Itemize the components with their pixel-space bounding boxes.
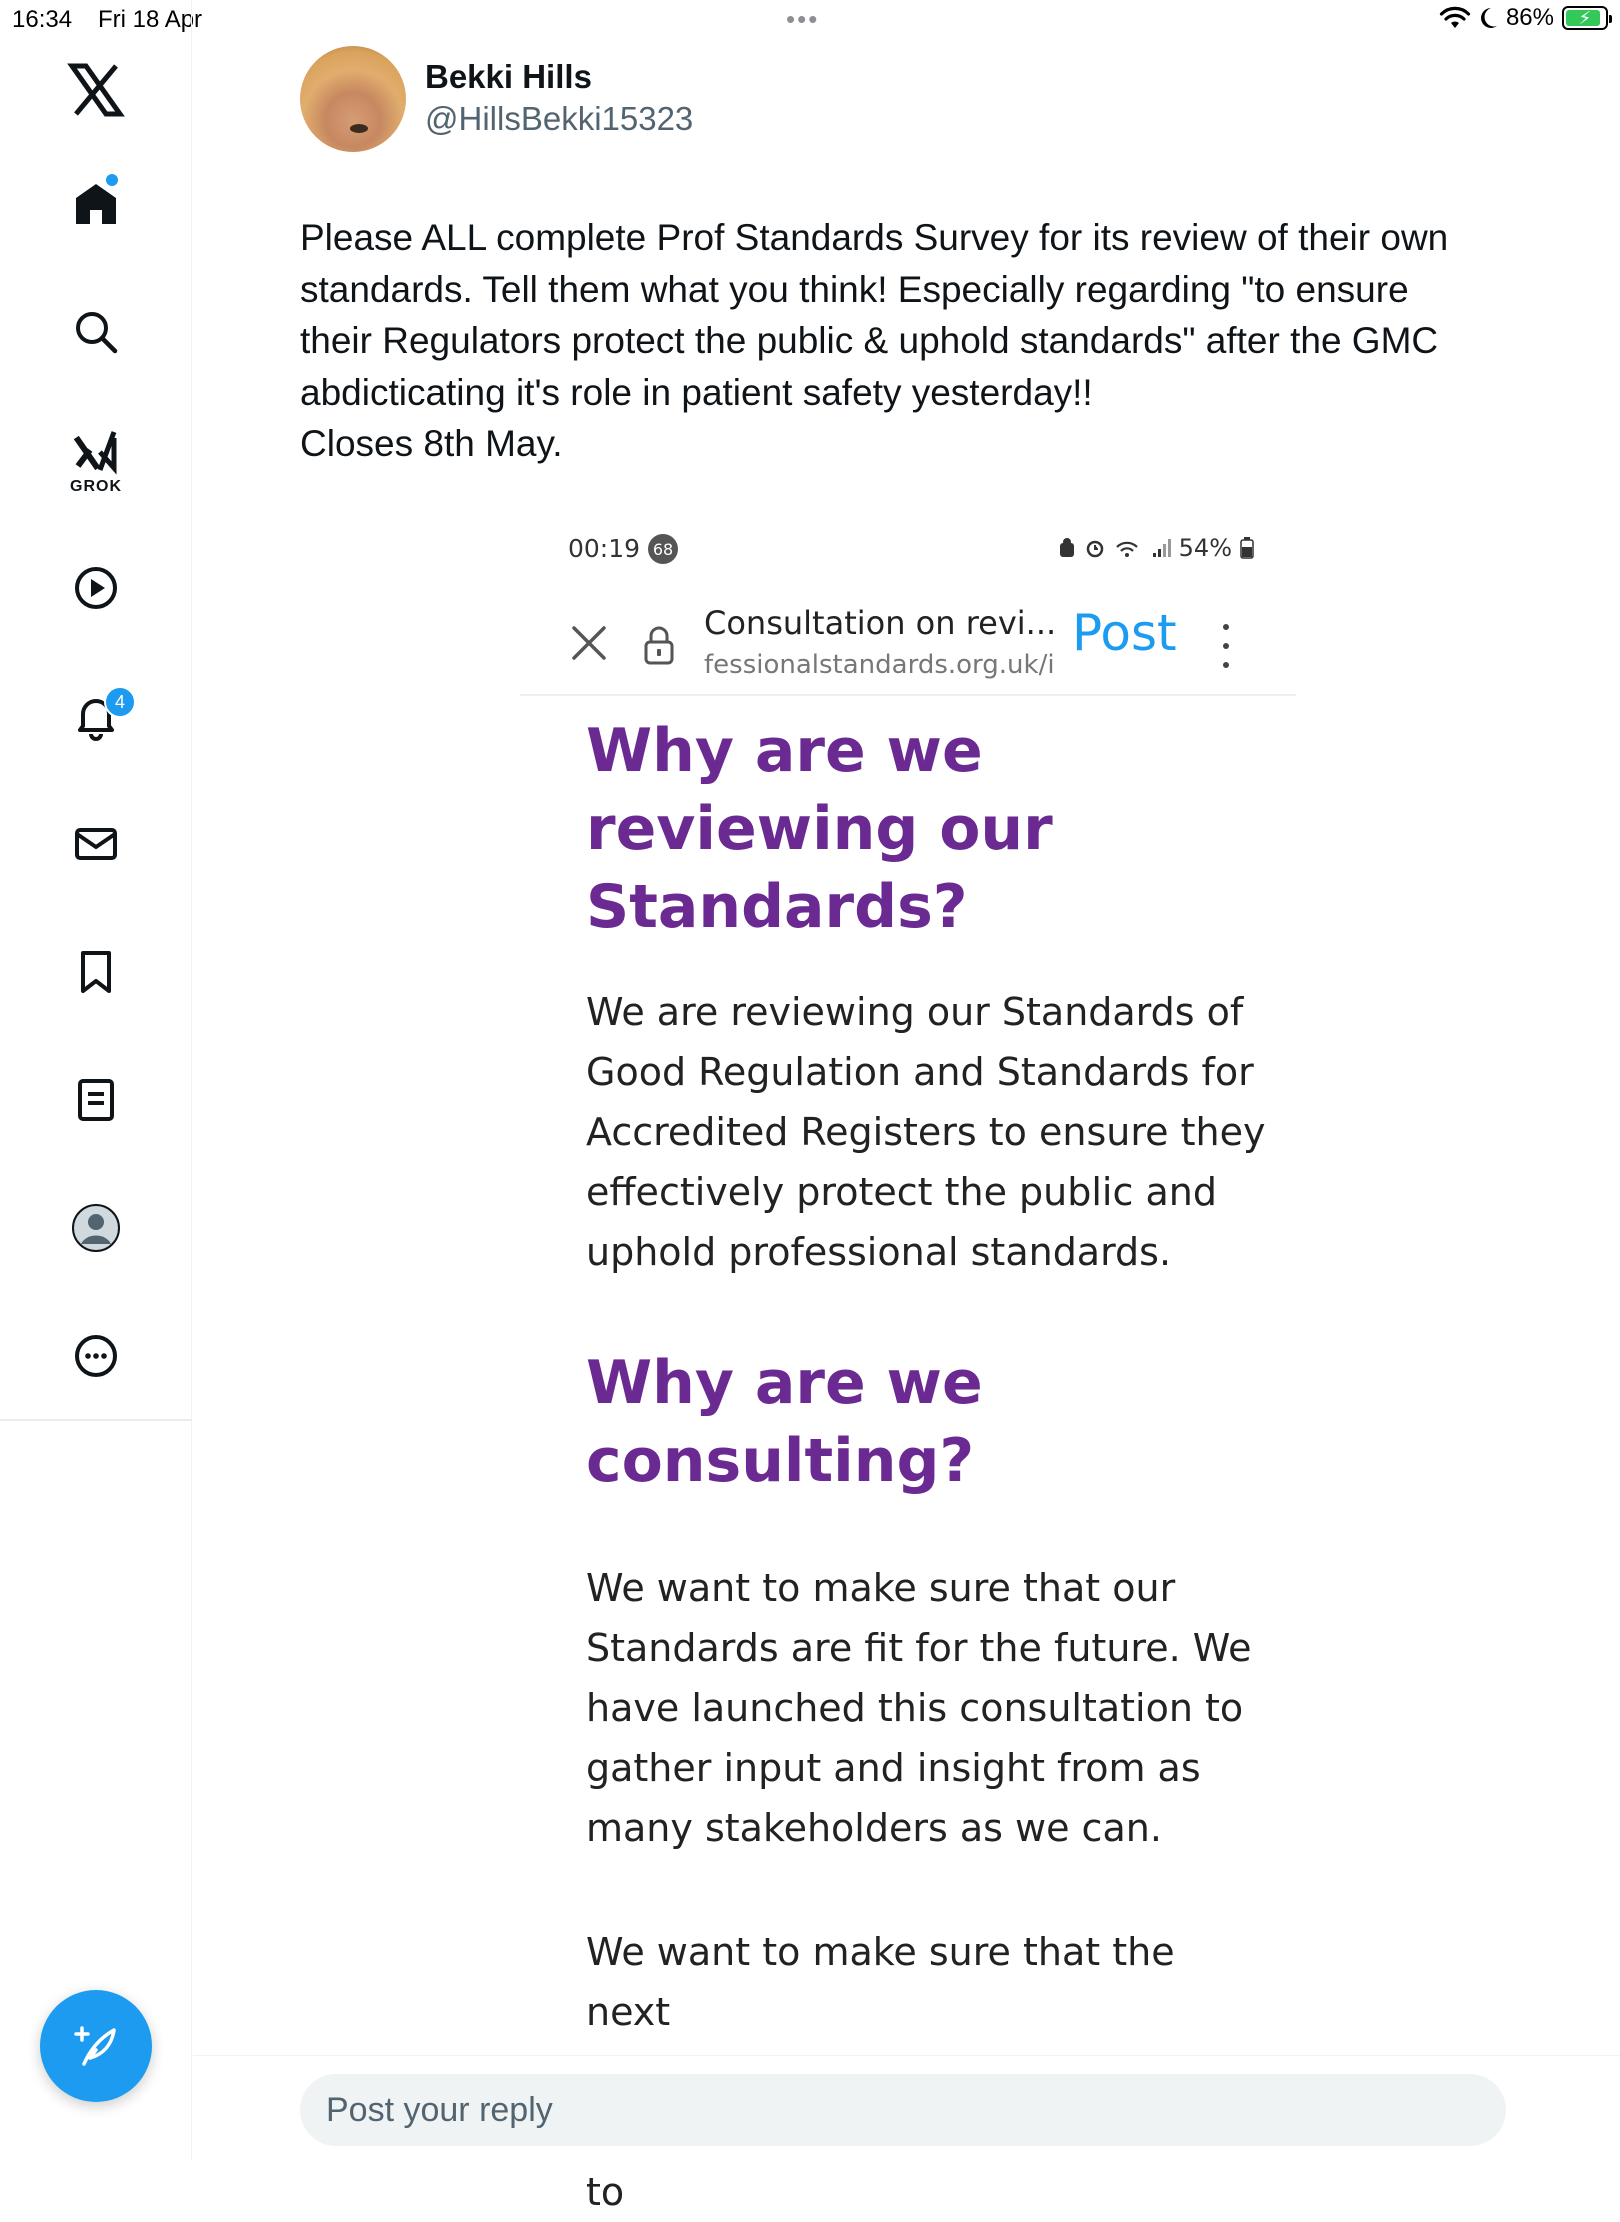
grok-icon bbox=[70, 426, 122, 478]
list-icon bbox=[70, 1074, 122, 1126]
reply-bar bbox=[193, 2055, 1620, 2160]
article-heading bbox=[586, 712, 1266, 946]
compose-icon bbox=[70, 2020, 122, 2072]
play-icon bbox=[70, 562, 122, 614]
media-post-label: Post bbox=[1072, 604, 1177, 662]
reply-input[interactable] bbox=[300, 2074, 1506, 2146]
heading-line: Standards? bbox=[586, 872, 968, 942]
battery-icon bbox=[1240, 537, 1254, 559]
article-paragraph bbox=[586, 982, 1266, 1282]
paragraph-line: Good Regulation and Standards for bbox=[586, 1050, 1254, 1094]
sidebar-item-lists[interactable] bbox=[60, 1064, 132, 1136]
media-notification-count: 68 bbox=[648, 534, 678, 564]
article-heading bbox=[586, 1344, 1266, 1500]
tweet-text bbox=[300, 212, 1500, 470]
paragraph-line: gather input and insight from as bbox=[586, 1746, 1201, 1790]
status-time: 16:34 bbox=[12, 6, 73, 33]
media-status-time: 00:19 bbox=[568, 534, 641, 563]
sidebar-item-videos[interactable] bbox=[60, 552, 132, 624]
tweet-line: Please ALL complete Prof Standards Survey for its review of their own bbox=[300, 217, 1449, 258]
sidebar-item-home[interactable] bbox=[60, 168, 132, 240]
media-status-bar bbox=[520, 520, 1296, 580]
multitasking-dots[interactable]: ••• bbox=[786, 4, 820, 34]
article-paragraph bbox=[586, 1558, 1266, 1858]
tweet-line: standards. Tell them what you think! Especially regarding "to ensure bbox=[300, 268, 1409, 310]
heading-line: reviewing our bbox=[586, 794, 1053, 864]
paragraph-line: We want to make sure that our bbox=[586, 1566, 1176, 1610]
sidebar-item-more[interactable] bbox=[60, 1320, 132, 1392]
media-article-content bbox=[586, 702, 1266, 2222]
sidebar-item-bookmarks[interactable] bbox=[60, 936, 132, 1008]
sidebar-divider bbox=[0, 1419, 192, 1421]
tweet-line: abdicticating it's role in patient safety yesterday!! bbox=[300, 371, 1093, 413]
alarm-icon bbox=[1085, 537, 1105, 559]
sidebar bbox=[0, 0, 192, 2160]
media-battery-percent: 54% bbox=[1178, 534, 1232, 562]
wifi-icon bbox=[1440, 6, 1470, 30]
bookmark-icon bbox=[70, 946, 122, 998]
heading-line: Why are we bbox=[586, 1348, 983, 1418]
media-browser-toolbar bbox=[520, 580, 1296, 696]
user-handle[interactable]: @HillsBekki15323 bbox=[425, 100, 694, 137]
battery-percent: 86% bbox=[1505, 4, 1554, 31]
status-date: Fri 18 Apr bbox=[98, 6, 203, 33]
mail-icon bbox=[70, 818, 122, 870]
paragraph-line: uphold professional standards. bbox=[586, 1230, 1172, 1274]
search-icon bbox=[70, 306, 122, 358]
signal-icon bbox=[1151, 537, 1171, 559]
sidebar-item-explore[interactable] bbox=[60, 296, 132, 368]
compose-button[interactable] bbox=[40, 1990, 152, 2102]
heading-line: consulting? bbox=[586, 1426, 975, 1496]
heading-line: Why are we bbox=[586, 716, 983, 786]
paragraph-line: many stakeholders as we can. bbox=[586, 1806, 1162, 1850]
grok-label: GROK bbox=[70, 478, 122, 495]
sidebar-item-profile[interactable] bbox=[60, 1192, 132, 1264]
x-logo-icon[interactable] bbox=[68, 62, 124, 118]
media-status-right bbox=[1057, 534, 1254, 562]
paragraph-line: effectively protect the public and bbox=[586, 1170, 1217, 1214]
paragraph-line: We want to make sure that the next bbox=[586, 1930, 1175, 2034]
paragraph-line: to bbox=[586, 2170, 625, 2214]
home-unread-dot bbox=[106, 174, 118, 186]
sidebar-item-messages[interactable] bbox=[60, 808, 132, 880]
close-icon bbox=[568, 622, 610, 664]
paragraph-line: have launched this consultation to bbox=[586, 1686, 1244, 1730]
android-icon bbox=[1057, 537, 1077, 559]
paragraph-line: We are reviewing our Standards of bbox=[586, 990, 1244, 1034]
media-page-url: fessionalstandards.org.uk/i bbox=[704, 650, 1055, 680]
tweet-line: Closes 8th May. bbox=[300, 423, 563, 464]
avatar[interactable] bbox=[300, 46, 406, 152]
home-icon bbox=[70, 178, 122, 230]
more-icon bbox=[70, 1330, 122, 1382]
media-page-title: Consultation on revi... bbox=[704, 604, 1057, 642]
kebab-menu-icon bbox=[1220, 624, 1232, 668]
status-bar bbox=[0, 0, 1620, 40]
notification-badge: 4 bbox=[104, 686, 136, 718]
tweet-media-image[interactable] bbox=[520, 520, 1296, 2214]
display-name[interactable]: Bekki Hills bbox=[425, 58, 592, 95]
paragraph-line: Standards are fit for the future. We bbox=[586, 1626, 1252, 1670]
lock-icon bbox=[642, 624, 676, 666]
paragraph-line: Accredited Registers to ensure they bbox=[586, 1110, 1266, 1154]
status-right bbox=[1440, 4, 1608, 32]
tweet-line: their Regulators protect the public & uphold standards" after the GMC bbox=[300, 320, 1439, 361]
battery-icon: ⚡ bbox=[1562, 6, 1608, 30]
profile-icon bbox=[70, 1202, 122, 1254]
wifi-icon bbox=[1113, 537, 1143, 559]
moon-icon bbox=[1478, 6, 1498, 30]
